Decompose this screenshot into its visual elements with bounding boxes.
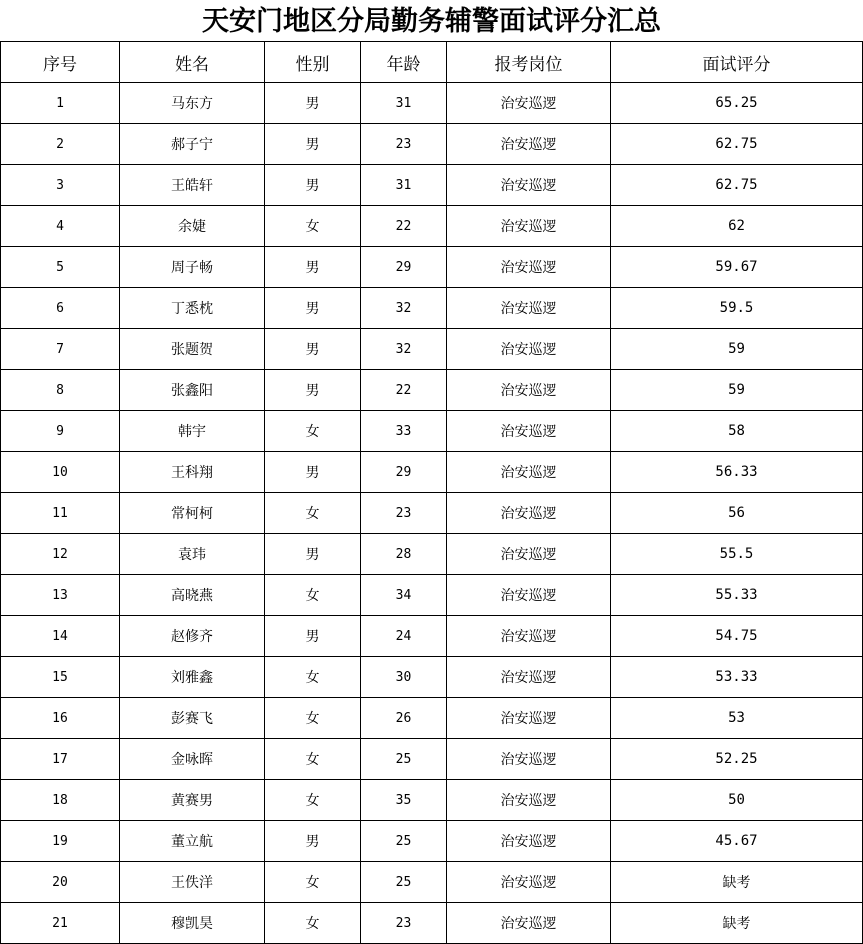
- table-row: [1, 206, 863, 247]
- cell-gender: 男: [265, 288, 361, 329]
- cell-seq: 13: [1, 575, 120, 616]
- cell-gender: 男: [265, 534, 361, 575]
- cell-gender: 男: [265, 124, 361, 165]
- cell-gender: 女: [265, 698, 361, 739]
- cell-score: 52.25: [611, 739, 863, 780]
- cell-seq: 4: [1, 206, 120, 247]
- cell-seq: 1: [1, 83, 120, 124]
- cell-score: 54.75: [611, 616, 863, 657]
- table-row: [1, 903, 863, 944]
- cell-seq: 14: [1, 616, 120, 657]
- table-row: [1, 124, 863, 165]
- cell-score: 58: [611, 411, 863, 452]
- cell-gender: 女: [265, 739, 361, 780]
- cell-name: 董立航: [120, 821, 265, 862]
- cell-name: 王皓轩: [120, 165, 265, 206]
- cell-seq: 18: [1, 780, 120, 821]
- cell-position: 治安巡逻: [447, 329, 611, 370]
- cell-age: 32: [361, 329, 447, 370]
- table-row: [1, 247, 863, 288]
- cell-name: 高晓燕: [120, 575, 265, 616]
- cell-gender: 女: [265, 575, 361, 616]
- cell-seq: 15: [1, 657, 120, 698]
- cell-seq: 10: [1, 452, 120, 493]
- cell-score: 65.25: [611, 83, 863, 124]
- cell-name: 王科翔: [120, 452, 265, 493]
- cell-score: 62: [611, 206, 863, 247]
- table-row: [1, 698, 863, 739]
- cell-age: 28: [361, 534, 447, 575]
- header-age: 年龄: [361, 42, 447, 83]
- cell-position: 治安巡逻: [447, 862, 611, 903]
- cell-position: 治安巡逻: [447, 575, 611, 616]
- table-row: [1, 288, 863, 329]
- cell-name: 彭赛飞: [120, 698, 265, 739]
- cell-score: 62.75: [611, 165, 863, 206]
- table-row: [1, 657, 863, 698]
- cell-gender: 女: [265, 862, 361, 903]
- header-name: 姓名: [120, 42, 265, 83]
- cell-seq: 3: [1, 165, 120, 206]
- cell-score: 62.75: [611, 124, 863, 165]
- table-row: [1, 534, 863, 575]
- cell-age: 24: [361, 616, 447, 657]
- table-row: [1, 165, 863, 206]
- cell-score: 59: [611, 329, 863, 370]
- cell-gender: 男: [265, 452, 361, 493]
- cell-score: 59.67: [611, 247, 863, 288]
- cell-name: 刘雅鑫: [120, 657, 265, 698]
- table-row: [1, 616, 863, 657]
- table-row: [1, 411, 863, 452]
- cell-gender: 女: [265, 411, 361, 452]
- cell-name: 黄赛男: [120, 780, 265, 821]
- table-row: [1, 575, 863, 616]
- cell-name: 余婕: [120, 206, 265, 247]
- cell-gender: 女: [265, 657, 361, 698]
- cell-age: 35: [361, 780, 447, 821]
- table-row: [1, 493, 863, 534]
- cell-name: 常柯柯: [120, 493, 265, 534]
- cell-age: 30: [361, 657, 447, 698]
- cell-position: 治安巡逻: [447, 124, 611, 165]
- cell-gender: 男: [265, 616, 361, 657]
- cell-score: 缺考: [611, 903, 863, 944]
- cell-seq: 19: [1, 821, 120, 862]
- cell-name: 马东方: [120, 83, 265, 124]
- table-row: [1, 83, 863, 124]
- cell-age: 32: [361, 288, 447, 329]
- score-table: [0, 41, 863, 944]
- cell-seq: 11: [1, 493, 120, 534]
- cell-gender: 男: [265, 821, 361, 862]
- cell-name: 袁玮: [120, 534, 265, 575]
- cell-age: 25: [361, 821, 447, 862]
- cell-position: 治安巡逻: [447, 83, 611, 124]
- cell-position: 治安巡逻: [447, 534, 611, 575]
- cell-gender: 男: [265, 247, 361, 288]
- cell-seq: 12: [1, 534, 120, 575]
- cell-position: 治安巡逻: [447, 165, 611, 206]
- cell-age: 26: [361, 698, 447, 739]
- cell-age: 29: [361, 247, 447, 288]
- cell-seq: 5: [1, 247, 120, 288]
- cell-position: 治安巡逻: [447, 903, 611, 944]
- cell-age: 29: [361, 452, 447, 493]
- cell-gender: 男: [265, 165, 361, 206]
- cell-position: 治安巡逻: [447, 370, 611, 411]
- cell-score: 59: [611, 370, 863, 411]
- cell-age: 22: [361, 206, 447, 247]
- cell-age: 23: [361, 124, 447, 165]
- cell-name: 郝子宁: [120, 124, 265, 165]
- table-row: [1, 780, 863, 821]
- page-title: 天安门地区分局勤务辅警面试评分汇总: [202, 6, 661, 37]
- cell-score: 45.67: [611, 821, 863, 862]
- table-row: [1, 452, 863, 493]
- cell-position: 治安巡逻: [447, 288, 611, 329]
- cell-gender: 女: [265, 493, 361, 534]
- table-row: [1, 739, 863, 780]
- cell-seq: 6: [1, 288, 120, 329]
- cell-gender: 男: [265, 370, 361, 411]
- cell-name: 张题贺: [120, 329, 265, 370]
- table-header-row: [1, 42, 863, 83]
- cell-seq: 8: [1, 370, 120, 411]
- cell-score: 59.5: [611, 288, 863, 329]
- cell-name: 赵修齐: [120, 616, 265, 657]
- cell-score: 缺考: [611, 862, 863, 903]
- cell-score: 56.33: [611, 452, 863, 493]
- cell-age: 22: [361, 370, 447, 411]
- cell-position: 治安巡逻: [447, 206, 611, 247]
- cell-position: 治安巡逻: [447, 780, 611, 821]
- cell-seq: 16: [1, 698, 120, 739]
- cell-gender: 男: [265, 329, 361, 370]
- cell-age: 23: [361, 903, 447, 944]
- cell-age: 25: [361, 862, 447, 903]
- cell-age: 34: [361, 575, 447, 616]
- cell-position: 治安巡逻: [447, 411, 611, 452]
- cell-name: 张鑫阳: [120, 370, 265, 411]
- cell-name: 丁悉枕: [120, 288, 265, 329]
- cell-position: 治安巡逻: [447, 821, 611, 862]
- cell-age: 23: [361, 493, 447, 534]
- cell-gender: 男: [265, 83, 361, 124]
- header-score: 面试评分: [611, 42, 863, 83]
- cell-name: 金咏晖: [120, 739, 265, 780]
- cell-score: 53: [611, 698, 863, 739]
- table-row: [1, 370, 863, 411]
- cell-position: 治安巡逻: [447, 452, 611, 493]
- cell-seq: 17: [1, 739, 120, 780]
- cell-score: 50: [611, 780, 863, 821]
- cell-score: 55.5: [611, 534, 863, 575]
- header-gender: 性别: [265, 42, 361, 83]
- cell-age: 25: [361, 739, 447, 780]
- cell-gender: 女: [265, 903, 361, 944]
- cell-name: 周子畅: [120, 247, 265, 288]
- cell-position: 治安巡逻: [447, 247, 611, 288]
- cell-gender: 女: [265, 206, 361, 247]
- header-seq: 序号: [1, 42, 120, 83]
- cell-position: 治安巡逻: [447, 739, 611, 780]
- cell-position: 治安巡逻: [447, 657, 611, 698]
- cell-position: 治安巡逻: [447, 698, 611, 739]
- cell-seq: 2: [1, 124, 120, 165]
- cell-age: 31: [361, 83, 447, 124]
- cell-age: 33: [361, 411, 447, 452]
- cell-seq: 21: [1, 903, 120, 944]
- header-position: 报考岗位: [447, 42, 611, 83]
- cell-seq: 20: [1, 862, 120, 903]
- cell-score: 53.33: [611, 657, 863, 698]
- cell-score: 56: [611, 493, 863, 534]
- cell-name: 韩宇: [120, 411, 265, 452]
- table-row: [1, 862, 863, 903]
- cell-name: 王佚洋: [120, 862, 265, 903]
- table-row: [1, 821, 863, 862]
- cell-age: 31: [361, 165, 447, 206]
- cell-seq: 9: [1, 411, 120, 452]
- cell-score: 55.33: [611, 575, 863, 616]
- cell-seq: 7: [1, 329, 120, 370]
- cell-name: 穆凯昊: [120, 903, 265, 944]
- cell-position: 治安巡逻: [447, 493, 611, 534]
- cell-position: 治安巡逻: [447, 616, 611, 657]
- table-row: [1, 329, 863, 370]
- table-body: [1, 83, 863, 944]
- cell-gender: 女: [265, 780, 361, 821]
